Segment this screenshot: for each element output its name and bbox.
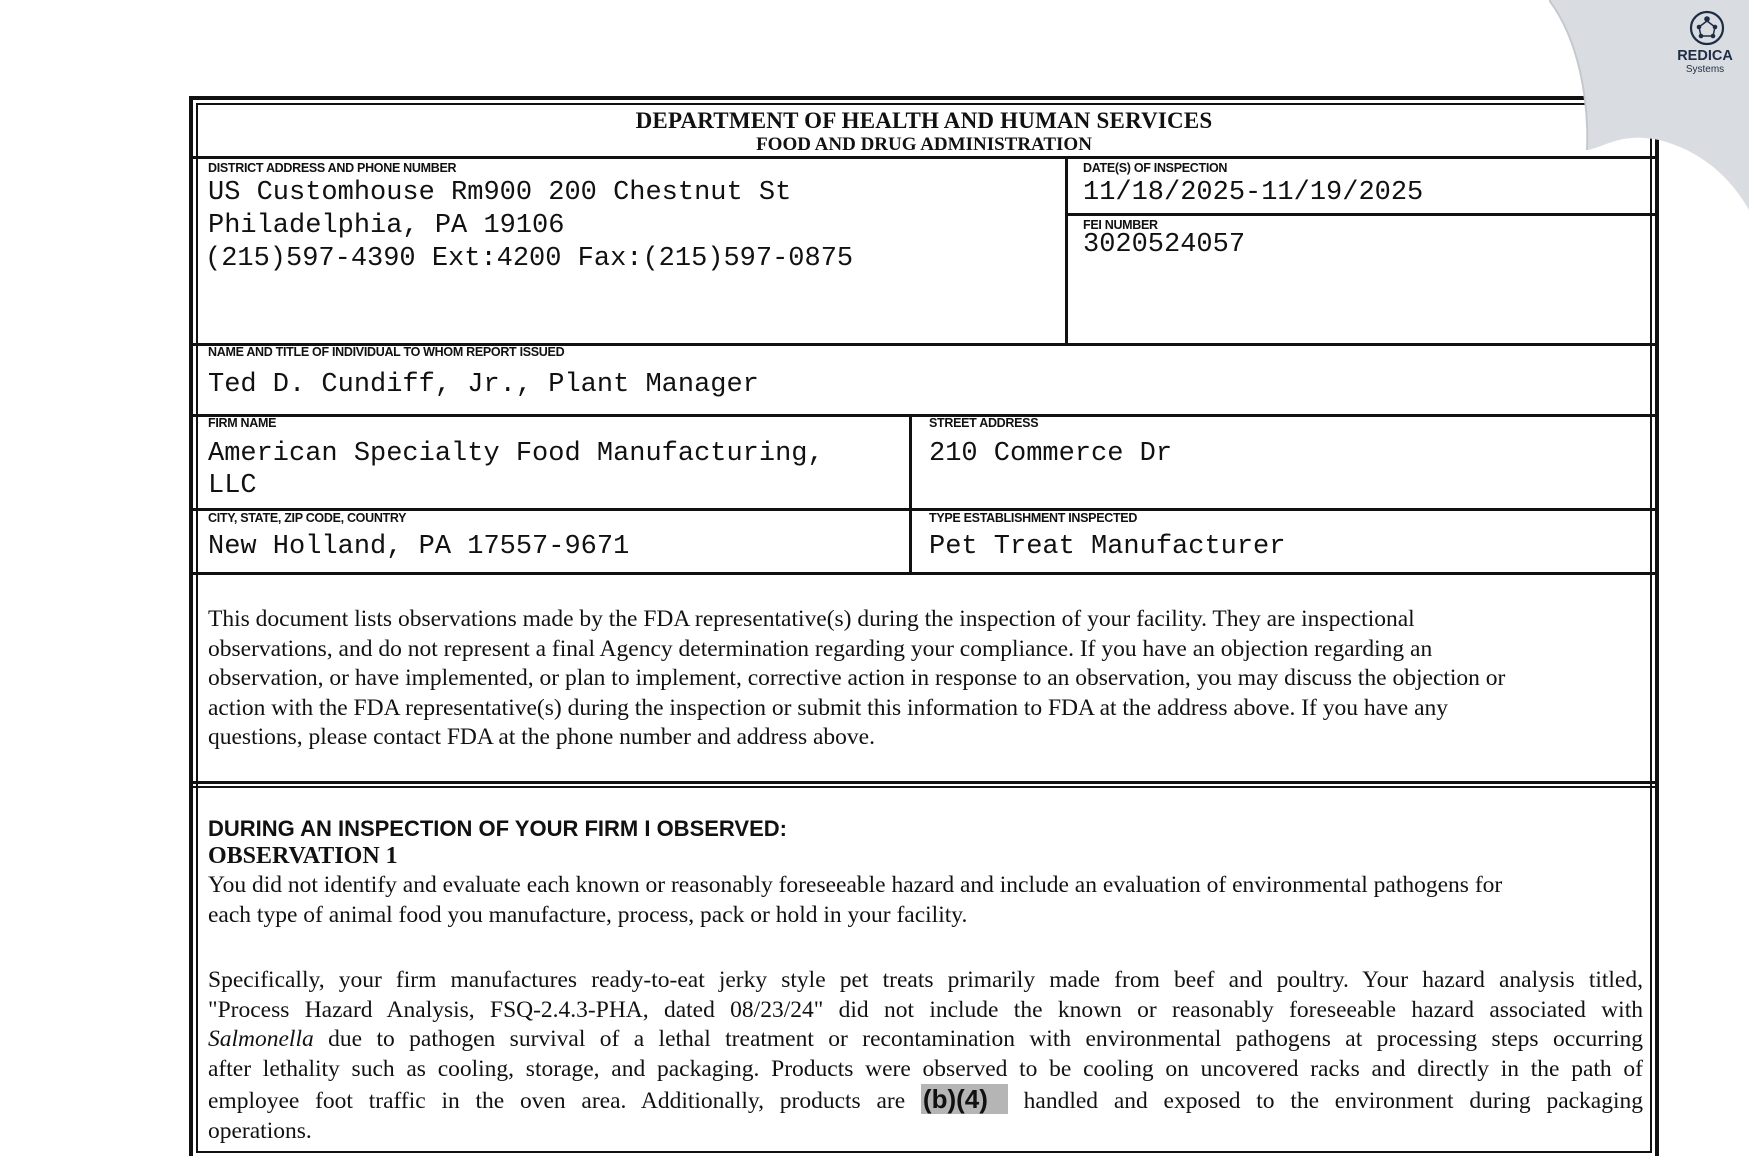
observation-line: You did not identify and evaluate each known or reasonably foreseeable hazard and include an evaluation of environmental pathogens for (208, 872, 1503, 898)
observations-heading: DURING AN INSPECTION OF YOUR FIRM I OBSERVED: (208, 816, 787, 841)
street-address-label: STREET ADDRESS (929, 416, 1039, 430)
firm-name-label: FIRM NAME (208, 416, 277, 430)
form-header (193, 100, 1655, 159)
establishment-type-label: TYPE ESTABLISHMENT INSPECTED (929, 511, 1138, 525)
redica-watermark (1549, 0, 1749, 210)
redica-brand-sub: Systems (1685, 64, 1725, 75)
divider (193, 572, 1655, 575)
notice-paragraph (208, 605, 1643, 753)
establishment-type-value: Pet Treat Manufacturer (929, 532, 1286, 562)
district-label: DISTRICT ADDRESS AND PHONE NUMBER (208, 161, 457, 175)
notice-line: questions, please contact FDA at the phone number and address above. (208, 724, 875, 750)
district-address-line2: Philadelphia, PA 19106 (208, 211, 565, 241)
divider (193, 414, 1655, 417)
recipient-label: NAME AND TITLE OF INDIVIDUAL TO WHOM REPORT ISSUED (208, 345, 565, 359)
observation-line: "Process Hazard Analysis, FSQ-2.4.3-PHA, dated 08/23/24" did not include the known or reasonably foreseeable hazard associated with (208, 996, 1643, 1023)
inspection-dates-label: DATE(S) OF INSPECTION (1083, 161, 1228, 175)
divider (193, 508, 1655, 511)
district-phone: (215)597-4390 Ext:4200 Fax:(215)597-0875 (205, 244, 854, 274)
observation-1-title: OBSERVATION 1 (208, 843, 398, 869)
observation-1-summary (208, 871, 1643, 930)
redica-brand: REDICA (1677, 48, 1733, 64)
firm-name-line2: LLC (208, 471, 257, 501)
recipient-value: Ted D. Cundiff, Jr., Plant Manager (208, 370, 759, 400)
department-title: DEPARTMENT OF HEALTH AND HUMAN SERVICES (635, 108, 1213, 133)
divider (193, 781, 1655, 784)
divider (1065, 159, 1068, 346)
notice-line: action with the FDA representative(s) during the inspection or submit this information to FDA at the address above. If you have any (208, 694, 1449, 721)
city-value: New Holland, PA 17557-9671 (208, 532, 630, 562)
observation-text: due to pathogen survival of a lethal treatment or recontamination with environmental pathogens at processing steps occurring (313, 1026, 1643, 1052)
observation-line: operations. (208, 1117, 312, 1144)
notice-line: observation, or have implemented, or plan to implement, corrective action in response to an observation, you may discuss the objection or (208, 665, 1506, 691)
divider (193, 786, 1655, 788)
fei-value: 3020524057 (1083, 230, 1246, 260)
agency-title: FOOD AND DRUG ADMINISTRATION (756, 134, 1092, 155)
observation-text: handled and exposed to the environment during packaging (1023, 1088, 1644, 1114)
street-address-value: 210 Commerce Dr (929, 439, 1173, 469)
firm-name-line1: American Specialty Food Manufacturing, (208, 439, 824, 469)
notice-line: This document lists observations made by the FDA representative(s) during the inspection of your facility. They are inspectional (208, 606, 1415, 632)
redaction-box: (b)(4) (921, 1084, 1008, 1114)
observation-line: Specifically, your firm manufactures ready-to-eat jerky style pet treats primarily made from beef and poultry. Your hazard analysis titled, (208, 967, 1643, 993)
divider (909, 414, 912, 574)
observation-line (208, 1084, 1643, 1117)
divider (1065, 213, 1655, 216)
observation-line (208, 1025, 1643, 1055)
inspection-dates-value: 11/18/2025-11/19/2025 (1083, 178, 1424, 208)
city-label: CITY, STATE, ZIP CODE, COUNTRY (208, 511, 407, 525)
district-address-line1: US Customhouse Rm900 200 Chestnut St (208, 178, 792, 208)
notice-line: observations, and do not represent a final Agency determination regarding your compliance. If you have an objection regarding an (208, 635, 1433, 662)
fda-483-form (189, 96, 1659, 1156)
observation-line: each type of animal food you manufacture, process, pack or hold in your facility. (208, 901, 968, 928)
observation-1-details (208, 966, 1643, 1146)
pathogen-name: Salmonella (208, 1026, 314, 1052)
observation-text: employee foot traffic in the oven area. Additionally, products are (208, 1088, 906, 1114)
fei-label: FEI NUMBER (1083, 218, 1158, 232)
observation-line: after lethality such as cooling, storage, and packaging. Products were observed to be cooling on uncovered racks and directly in the path of (208, 1055, 1643, 1082)
